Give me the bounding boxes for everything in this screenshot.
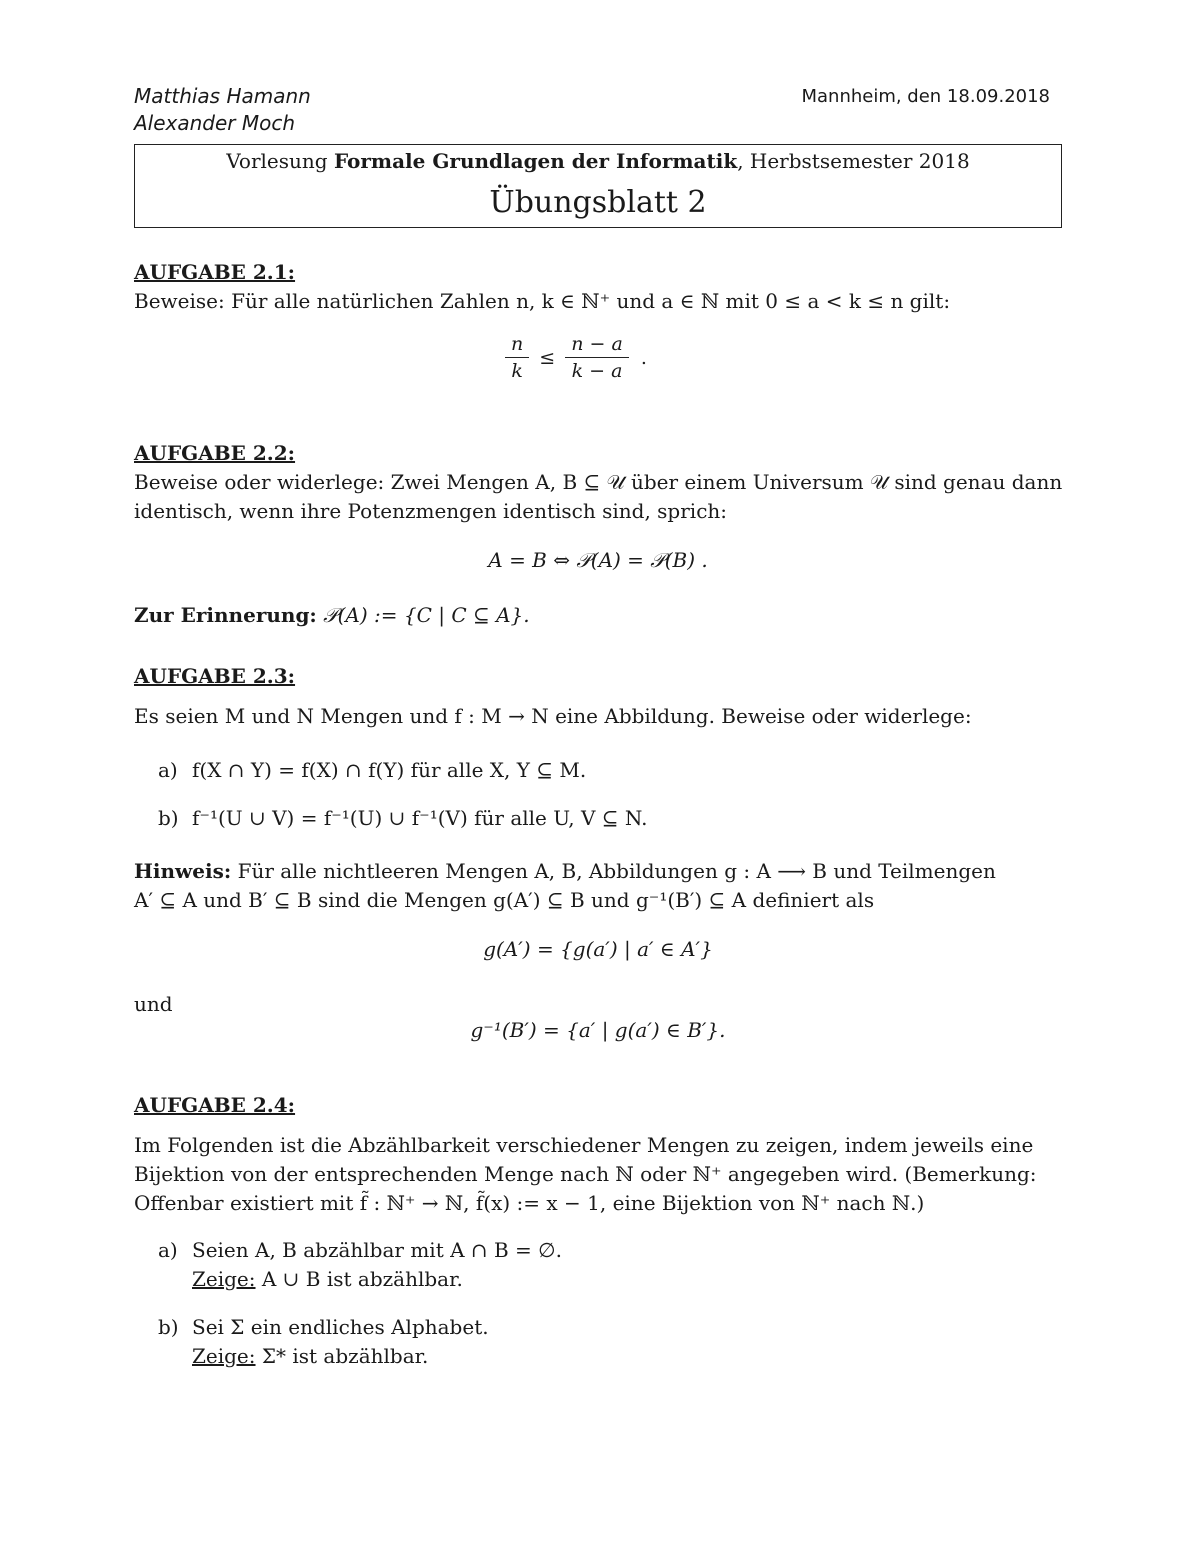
- item-label: b): [158, 1315, 179, 1339]
- task-2-3-hint-line2: A′ ⊆ A und B′ ⊆ B sind die Mengen g(A′) ⊆ B und g⁻¹(B′) ⊆ A definiert als: [134, 888, 875, 912]
- item-line1: Sei Σ ein endliches Alphabet.: [192, 1315, 489, 1339]
- task-2-2-text-line2: identisch, wenn ihre Potenzmengen identisch sind, sprich:: [134, 499, 728, 523]
- hint-label: Hinweis:: [134, 859, 232, 883]
- task-2-4-heading: AUFGABE 2.4:: [134, 1093, 296, 1117]
- item-label: a): [158, 1238, 178, 1262]
- formula-left-fraction: [505, 333, 529, 382]
- item-line2: Σ* ist abzählbar.: [255, 1344, 429, 1368]
- reminder-text: 𝒫(A) := {C | C ⊆ A}.: [316, 603, 530, 627]
- task-2-4-intro-line1: Im Folgenden ist die Abzählbarkeit verschiedener Mengen zu zeigen, indem jeweils eine: [134, 1133, 1034, 1157]
- task-2-1-text: Beweise: Für alle natürlichen Zahlen n, k ∈ ℕ⁺ und a ∈ ℕ mit 0 ≤ a < k ≤ n gilt:: [134, 289, 951, 313]
- task-2-1-formula: [505, 333, 647, 382]
- task-2-2-reminder: [134, 601, 530, 630]
- lecture-name: Formale Grundlagen der Informatik: [333, 149, 738, 173]
- hint-line1-text: Für alle nichtleeren Mengen A, B, Abbildungen g : A ⟶ B und Teilmengen: [231, 859, 996, 883]
- formula-right-den: k − a: [571, 360, 623, 382]
- formula-end: .: [640, 346, 647, 369]
- reminder-label: Zur Erinnerung:: [134, 603, 317, 627]
- formula-relation: ≤: [539, 346, 556, 369]
- task-2-4-item-a: [158, 1236, 562, 1294]
- formula-right-num: n − a: [565, 333, 629, 358]
- formula-left-num: n: [505, 333, 529, 358]
- lecture-prefix: Vorlesung: [226, 149, 328, 173]
- author-2: Alexander Moch: [134, 111, 296, 135]
- item-line2: A ∪ B ist abzählbar.: [255, 1267, 463, 1291]
- item-label: a): [158, 758, 178, 782]
- task-2-3-item-a: [158, 756, 586, 785]
- task-2-2-text-line1: Beweise oder widerlege: Zwei Mengen A, B ⊆ 𝒰 über einem Universum 𝒰 sind genau dann: [134, 470, 1063, 494]
- item-label: b): [158, 806, 179, 830]
- task-2-4-intro-line2: Bijektion von der entsprechenden Menge nach ℕ oder ℕ⁺ angegeben wird. (Bemerkung:: [134, 1162, 1037, 1186]
- task-2-3-heading: AUFGABE 2.3:: [134, 664, 296, 688]
- lecture-line: [135, 149, 1061, 173]
- item-line1: Seien A, B abzählbar mit A ∩ B = ∅.: [192, 1238, 562, 1262]
- item-text: f(X ∩ Y) = f(X) ∩ f(Y) für alle X, Y ⊆ M.: [192, 758, 587, 782]
- task-2-1-heading: AUFGABE 2.1:: [134, 260, 296, 284]
- task-2-2-heading: AUFGABE 2.2:: [134, 441, 296, 465]
- lecture-suffix: , Herbstsemester 2018: [737, 149, 970, 173]
- zeige-label: Zeige:: [192, 1344, 256, 1368]
- task-2-3-hint-line1: [134, 857, 996, 886]
- task-2-3-intro: Es seien M und N Mengen und f : M → N eine Abbildung. Beweise oder widerlege:: [134, 704, 972, 728]
- task-2-3-formula-1: g(A′) = {g(a′) | a′ ∈ A′}: [483, 937, 713, 961]
- sheet-title: Übungsblatt 2: [489, 185, 707, 220]
- formula-left-den: k: [511, 360, 523, 382]
- task-2-4-item-b: [158, 1313, 489, 1371]
- task-2-3-und: und: [134, 992, 173, 1016]
- task-2-2-formula: A = B ⇔ 𝒫(A) = 𝒫(B) .: [488, 548, 708, 572]
- task-2-3-item-b: [158, 804, 647, 833]
- task-2-3-formula-2: g⁻¹(B′) = {a′ | g(a′) ∈ B′}.: [470, 1018, 726, 1042]
- task-2-4-intro-line3: Offenbar existiert mit f̃ : ℕ⁺ → ℕ, f̃(x) := x − 1, eine Bijektion von ℕ⁺ nach ℕ.): [134, 1191, 925, 1215]
- item-text: f⁻¹(U ∪ V) = f⁻¹(U) ∪ f⁻¹(V) für alle U, V ⊆ N.: [192, 806, 648, 830]
- title-box: [134, 144, 1062, 228]
- formula-right-fraction: [565, 333, 629, 382]
- place-date: Mannheim, den 18.09.2018: [801, 86, 1050, 107]
- zeige-label: Zeige:: [192, 1267, 256, 1291]
- author-1: Matthias Hamann: [134, 84, 311, 108]
